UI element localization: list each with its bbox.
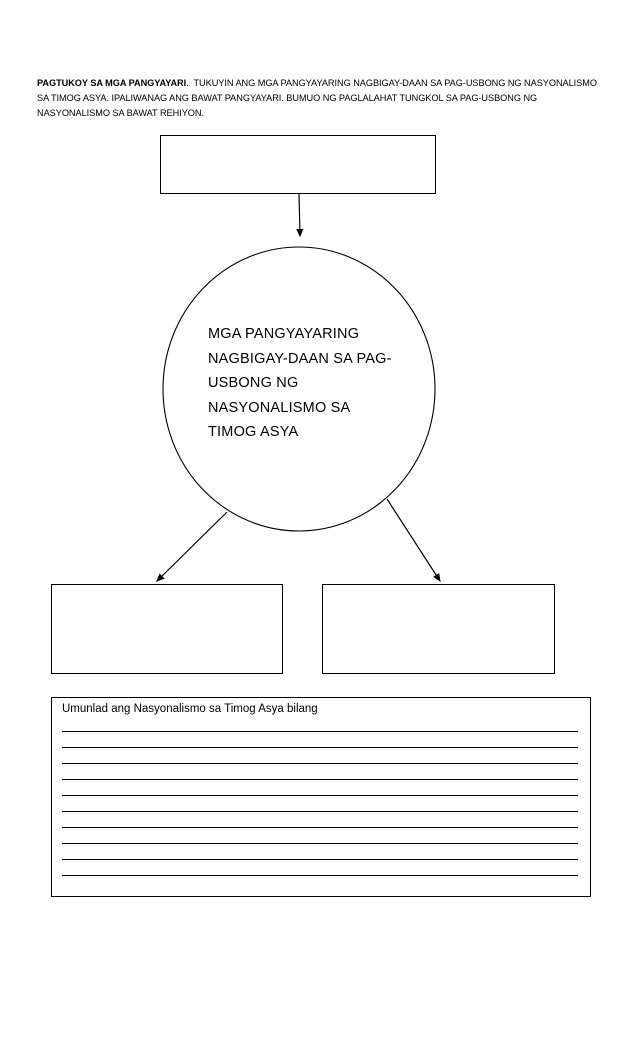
writing-line[interactable] xyxy=(62,811,578,812)
writing-line[interactable] xyxy=(62,859,578,860)
instructions-title-punct: . xyxy=(186,78,189,88)
summary-prompt: Umunlad ang Nasyonalismo sa Timog Asya bilang xyxy=(62,703,318,715)
writing-line[interactable] xyxy=(62,731,578,732)
writing-line[interactable] xyxy=(62,875,578,876)
center-label-line: NASYONALISMO SA xyxy=(208,399,351,416)
right-answer-box[interactable] xyxy=(322,584,555,674)
center-label-line: USBONG NG xyxy=(208,375,299,391)
instructions-body: TUKUYIN ANG MGA PANGYAYARING NAGBIGAY-DAAN SA PAG-USBONG NG NASYONALISMO SA TIMOG ASYA. IPALIWANAG ANG BAWAT PANGYAYARI. BUMUO NG PAGLALAHAT TUNGKOL SA PAG-USBONG NG NASYONALISMO SA BAWAT REHIYON. xyxy=(37,78,597,118)
writing-line[interactable] xyxy=(62,827,578,828)
center-label-line: NAGBIGAY-DAAN SA PAG- xyxy=(208,350,392,367)
arrow-top-to-circle xyxy=(299,194,300,236)
arrow-circle-to-right xyxy=(387,499,440,581)
writing-line[interactable] xyxy=(62,779,578,780)
writing-line[interactable] xyxy=(62,795,578,796)
instructions-title: PAGTUKOY SA MGA PANGYAYARI xyxy=(37,78,187,88)
writing-line[interactable] xyxy=(62,763,578,764)
center-label-line: TIMOG ASYA xyxy=(208,424,299,440)
summary-box xyxy=(51,697,591,897)
center-circle-label xyxy=(208,322,398,445)
arrow-circle-to-left xyxy=(157,512,227,581)
writing-line[interactable] xyxy=(62,747,578,748)
center-label-line: MGA PANGYAYARING xyxy=(208,326,360,342)
top-answer-box[interactable] xyxy=(160,135,436,194)
writing-line[interactable] xyxy=(62,843,578,844)
left-answer-box[interactable] xyxy=(51,584,283,674)
